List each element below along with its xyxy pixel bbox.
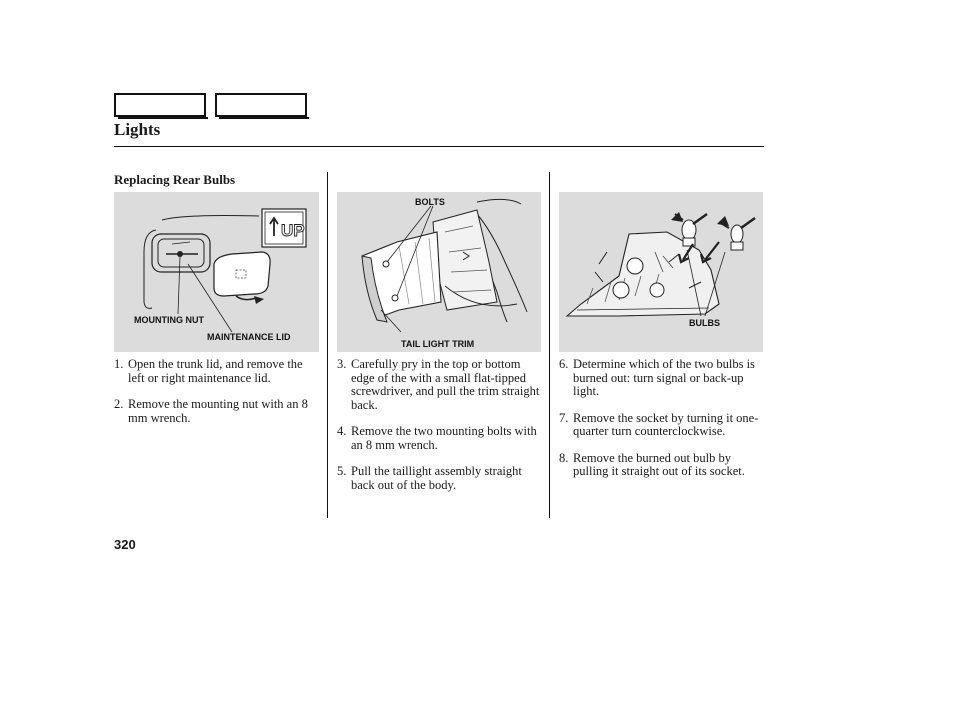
callout-maintenance-lid: MAINTENANCE LID: [207, 332, 291, 342]
step-number: 2.: [114, 397, 124, 411]
step-text: Determine which of the two bulbs is burned out: turn signal or back-up light.: [573, 357, 755, 398]
step-2: [114, 398, 319, 425]
step-6: [559, 358, 769, 399]
page-title: Lights: [114, 120, 161, 139]
step-number: 8.: [559, 450, 569, 465]
instructions-column-3: [559, 358, 769, 492]
section-heading: Replacing Rear Bulbs: [114, 172, 236, 187]
step-number: 1.: [114, 357, 124, 371]
column-divider-2: [549, 172, 550, 518]
instructions-column-2: [337, 358, 542, 505]
step-number: 6.: [559, 357, 569, 371]
title-divider: [114, 146, 764, 147]
callout-mounting-nut: MOUNTING NUT: [134, 315, 204, 325]
step-number: 7.: [559, 410, 569, 425]
up-label: UP: [281, 221, 305, 240]
column-divider-1: [327, 172, 328, 518]
page-number: 320: [114, 537, 136, 552]
maintenance-lid-illustration: [114, 192, 319, 352]
nav-tab-1[interactable]: [114, 93, 206, 117]
step-4: [337, 425, 542, 452]
step-text: Remove the socket by turning it one-quarter turn counterclockwise.: [573, 410, 759, 438]
figure-tail-light-trim: [337, 192, 541, 352]
step-1: [114, 358, 319, 385]
step-5: [337, 465, 542, 492]
step-text: Remove the burned out bulb by pulling it straight out of its socket.: [573, 450, 745, 478]
step-8: [559, 452, 769, 479]
step-text: Carefully pry in the top or bottom edge of the with a small flat-tipped screwdriver, and pull the trim straight back.: [351, 357, 540, 412]
nav-tab-2[interactable]: [215, 93, 307, 117]
step-number: 4.: [337, 424, 347, 438]
step-7: [559, 412, 769, 439]
step-number: 5.: [337, 464, 347, 478]
step-text: Remove the mounting nut with an 8 mm wrench.: [128, 397, 308, 425]
bulbs-illustration: [559, 192, 763, 352]
tail-light-trim-illustration: [337, 192, 541, 352]
figure-bulbs: [559, 192, 763, 352]
step-3: [337, 358, 542, 412]
step-text: Pull the taillight assembly straight back out of the body.: [351, 464, 522, 492]
figure-maintenance-lid: [114, 192, 319, 352]
step-number: 3.: [337, 357, 347, 371]
step-text: Remove the two mounting bolts with an 8 mm wrench.: [351, 424, 537, 452]
callout-bolts: BOLTS: [415, 197, 445, 207]
step-text: Open the trunk lid, and remove the left or right maintenance lid.: [128, 357, 303, 385]
callout-bulbs: BULBS: [689, 318, 720, 328]
callout-tail-light-trim: TAIL LIGHT TRIM: [401, 339, 475, 349]
instructions-column-1: [114, 358, 319, 438]
